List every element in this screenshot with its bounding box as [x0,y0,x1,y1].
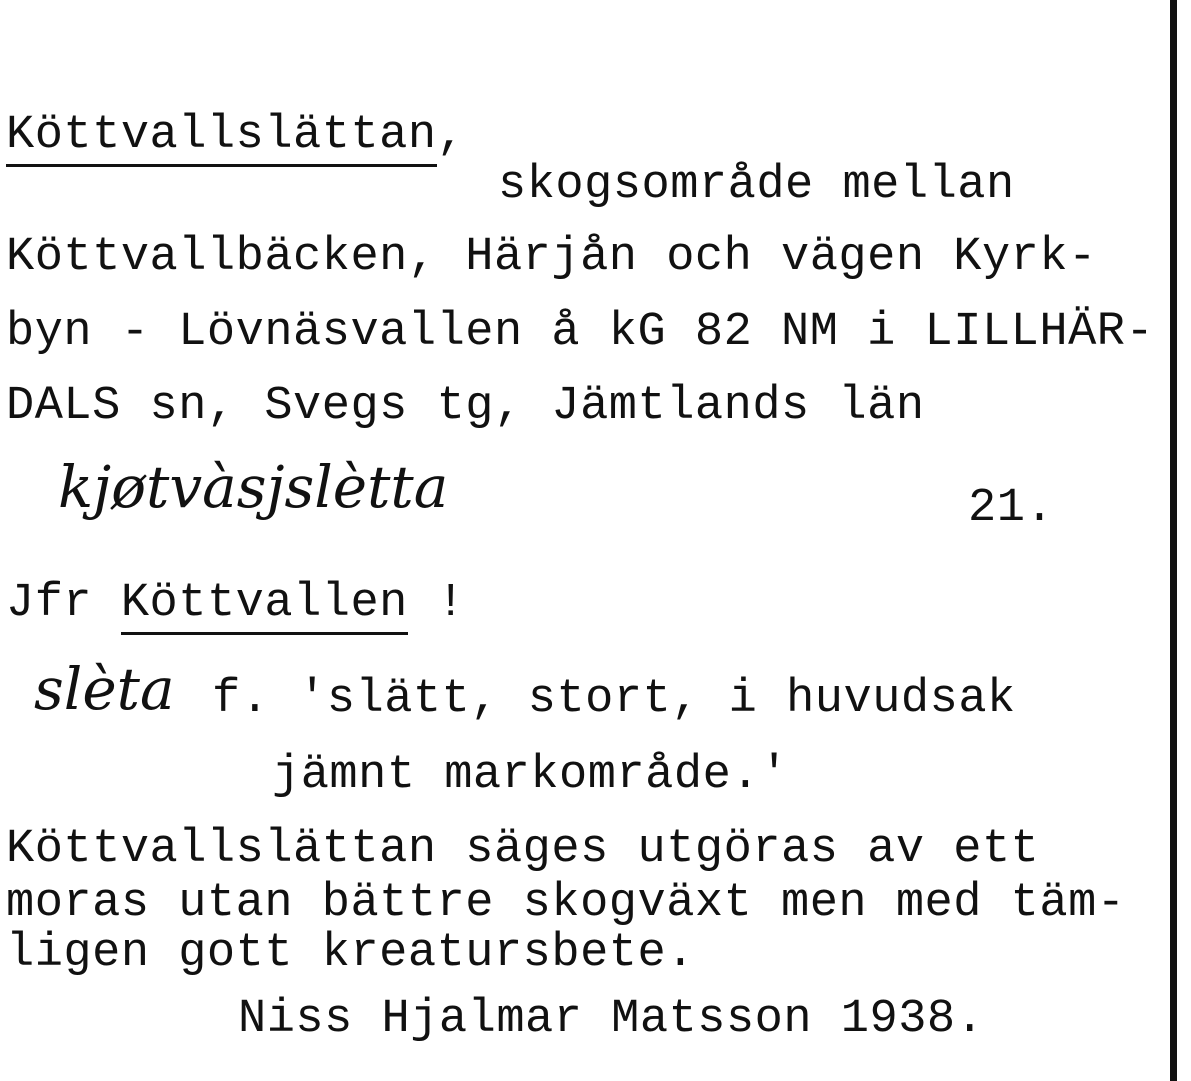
see-also-line [6,577,466,630]
text-line-2: Köttvallbäcken, Härjån och vägen Kyrk- [6,231,1097,284]
see-also-suffix: ! [436,577,466,630]
description-line-1: Köttvallslättan säges utgöras av ett [6,823,1040,876]
text-line-4: DALS sn, Svegs tg, Jämtlands län [6,380,925,433]
signature: Niss Hjalmar Matsson 1938. [238,993,985,1046]
text-line-1: skogsområde mellan [498,159,1015,212]
see-also-term: Köttvallen [121,577,408,635]
description-line-3: ligen gott kreatursbete. [6,927,695,980]
see-also-prefix: Jfr [6,577,93,630]
entry-number: 21. [968,482,1055,535]
headword: Köttvallslättan [6,109,437,167]
handwritten-definition-word: slèta [34,655,175,723]
card-edge-line [1170,0,1177,1081]
text-line-3: byn - Lövnäsvallen å kG 82 NM i LILLHÄR- [6,306,1155,359]
definition-line-2: jämnt markområde.' [272,749,789,802]
headword-comma: , [436,109,466,162]
handwritten-pronunciation: kjøtvàsjslètta [58,453,449,521]
definition-line-1: f. 'slätt, stort, i huvudsak [212,673,1016,726]
headword-line [6,109,466,162]
description-line-2: moras utan bättre skogväxt men med täm- [6,877,1126,930]
